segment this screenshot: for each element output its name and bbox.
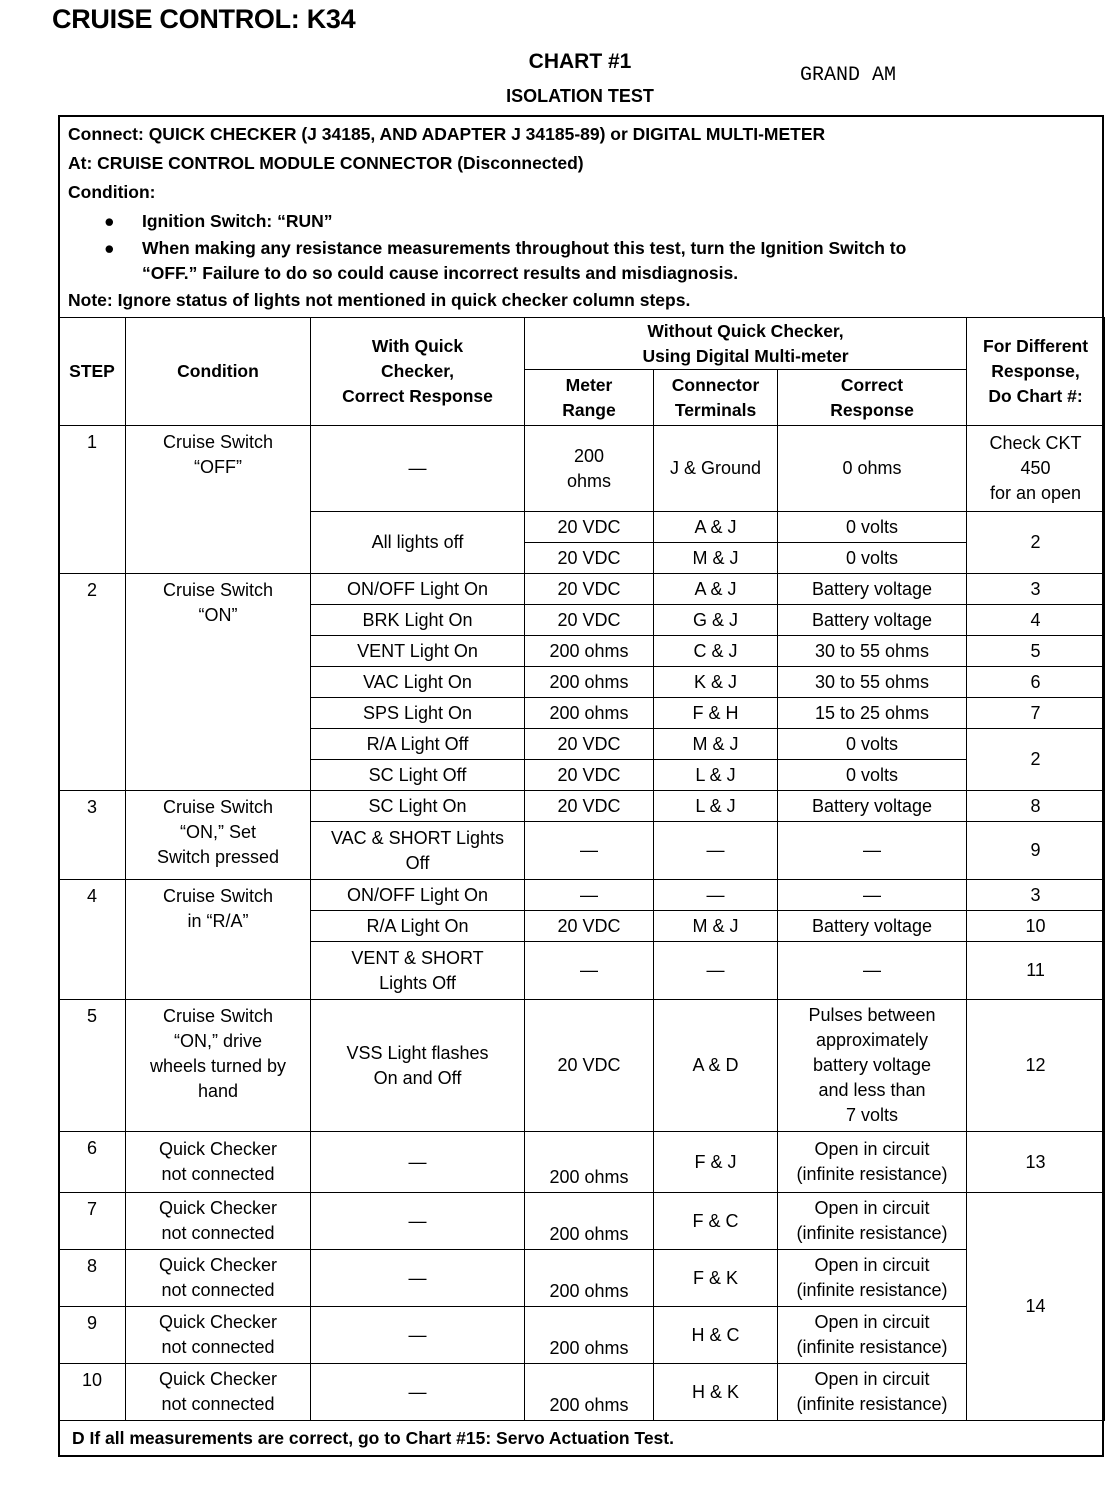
qc-cell: ON/OFF Light On [311,574,525,605]
meter-cell: 20 VDC [525,911,654,942]
step-cell: 4 [59,880,126,1000]
terminals-cell: F & J [654,1132,778,1193]
condition-cell: Quick Checker not connected [126,1307,311,1364]
chart-cell: 11 [967,942,1105,1000]
response-cell: Battery voltage [778,791,967,822]
table-row [59,426,1105,512]
condition-cell: Cruise Switch “ON,” Set Switch pressed [126,791,311,880]
terminals-cell: M & J [654,911,778,942]
step-cell: 2 [59,574,126,791]
response-cell: 30 to 55 ohms [778,667,967,698]
step-cell: 3 [59,791,126,880]
qc-cell: SC Light Off [311,760,525,791]
condition-cell: Quick Checker not connected [126,1193,311,1250]
table-row [59,791,1105,822]
header-condition: Condition [126,318,311,426]
chart-cell: 10 [967,911,1105,942]
response-cell: 30 to 55 ohms [778,636,967,667]
qc-cell: VAC & SHORT Lights Off [311,822,525,880]
table-row [59,1132,1105,1193]
qc-cell: ON/OFF Light On [311,880,525,911]
qc-cell: SC Light On [311,791,525,822]
model-annotation: GRAND AM [800,64,897,87]
response-cell: 15 to 25 ohms [778,698,967,729]
meter-cell: 20 VDC [525,574,654,605]
chart-cell: 3 [967,880,1105,911]
qc-cell: R/A Light On [311,911,525,942]
chart-cell: 14 [967,1193,1105,1421]
table-row [59,1307,1105,1364]
response-cell: 0 ohms [778,426,967,512]
header-connector-terminals: Connector Terminals [654,370,778,426]
meter-cell: 200 ohms [525,1250,654,1307]
table-row [59,1250,1105,1307]
response-cell: Open in circuit (infinite resistance) [778,1307,967,1364]
header-quick-checker: With Quick Checker, Correct Response [311,318,525,426]
step-cell: 6 [59,1132,126,1193]
qc-cell: — [311,1132,525,1193]
chart-cell: 2 [967,729,1105,791]
step-cell: 8 [59,1250,126,1307]
bullet-dot-icon: ● [104,211,115,231]
qc-cell: VSS Light flashes On and Off [311,1000,525,1132]
note-line: Note: Ignore status of lights not mentioned in quick checker column steps. [68,290,691,310]
header-correct-response: Correct Response [778,370,967,426]
qc-cell: BRK Light On [311,605,525,636]
bullet-ignition [68,209,1098,234]
response-cell: 0 volts [778,543,967,574]
terminals-cell: — [654,880,778,911]
condition-cell: Quick Checker not connected [126,1364,311,1421]
terminals-cell: F & C [654,1193,778,1250]
meter-cell: 200 ohms [525,667,654,698]
terminals-cell: H & K [654,1364,778,1421]
terminals-cell: J & Ground [654,426,778,512]
response-cell: 0 volts [778,729,967,760]
chart-cell: 6 [967,667,1105,698]
qc-cell: VENT Light On [311,636,525,667]
meter-cell: 200 ohms [525,1364,654,1421]
meter-cell: 20 VDC [525,512,654,543]
step-cell: 10 [59,1364,126,1421]
chart-cell: 8 [967,791,1105,822]
response-cell: — [778,880,967,911]
terminals-cell: L & J [654,760,778,791]
response-cell: Open in circuit (infinite resistance) [778,1364,967,1421]
terminals-cell: M & J [654,543,778,574]
header-different-response: For Different Response, Do Chart #: [967,318,1105,426]
header-without-quick-checker: Without Quick Checker, Using Digital Multi-meter [525,318,967,370]
table-row [59,880,1105,911]
bullet-text: When making any resistance measurements throughout this test, turn the Ignition Switch to [142,238,907,258]
terminals-cell: M & J [654,729,778,760]
meter-cell: 200 ohms [525,1132,654,1193]
condition-cell: Cruise Switch in “R/A” [126,880,311,1000]
chart-cell: Check CKT 450 for an open [967,426,1105,512]
connect-line: Connect: QUICK CHECKER (J 34185, AND ADAPTER J 34185-89) or DIGITAL MULTI-METER [68,124,826,144]
terminals-cell: G & J [654,605,778,636]
chart-subtitle: ISOLATION TEST [506,86,654,106]
terminals-cell: A & J [654,574,778,605]
qc-cell: SPS Light On [311,698,525,729]
meter-cell: 20 VDC [525,605,654,636]
meter-cell: 200 ohms [525,698,654,729]
terminals-cell: A & J [654,512,778,543]
condition-label: Condition: [68,182,156,202]
chart-cell: 2 [967,512,1105,574]
table-row [59,1000,1105,1132]
bullet-text: “OFF.” Failure to do so could cause incorrect results and misdiagnosis. [142,263,739,283]
footer-note: D If all measurements are correct, go to Chart #15: Servo Actuation Test. [72,1428,674,1448]
terminals-cell: K & J [654,667,778,698]
qc-cell: — [311,1364,525,1421]
qc-cell: — [311,1250,525,1307]
qc-cell: — [311,1307,525,1364]
terminals-cell: H & C [654,1307,778,1364]
response-cell: 0 volts [778,512,967,543]
terminals-cell: F & H [654,698,778,729]
isolation-test-table [58,317,1105,1421]
header-step: STEP [59,318,126,426]
step-cell: 9 [59,1307,126,1364]
qc-cell: All lights off [311,512,525,574]
qc-cell: VENT & SHORT Lights Off [311,942,525,1000]
response-cell: Battery voltage [778,605,967,636]
qc-cell: R/A Light Off [311,729,525,760]
condition-cell: Cruise Switch “OFF” [126,426,311,574]
meter-cell: 200 ohms [525,636,654,667]
response-cell: Open in circuit (infinite resistance) [778,1250,967,1307]
chart-cell: 3 [967,574,1105,605]
meter-cell: 200 ohms [525,1307,654,1364]
meter-cell: 200 ohms [525,426,654,512]
bullet-dot-icon: ● [104,238,115,258]
response-cell: Pulses between approximately battery voltage and less than 7 volts [778,1000,967,1132]
step-cell: 5 [59,1000,126,1132]
terminals-cell: C & J [654,636,778,667]
response-cell: — [778,822,967,880]
meter-cell: — [525,822,654,880]
response-cell: Battery voltage [778,911,967,942]
chart-cell: 13 [967,1132,1105,1193]
meter-cell: — [525,880,654,911]
terminals-cell: — [654,942,778,1000]
meter-cell: 20 VDC [525,1000,654,1132]
table-row [59,1193,1105,1250]
chart-cell: 7 [967,698,1105,729]
step-cell: 7 [59,1193,126,1250]
intro-block [68,120,1098,315]
response-cell: Battery voltage [778,574,967,605]
page-title: CRUISE CONTROL: K34 [52,4,356,34]
terminals-cell: — [654,822,778,880]
condition-cell: Quick Checker not connected [126,1250,311,1307]
response-cell: Open in circuit (infinite resistance) [778,1193,967,1250]
chart-cell: 5 [967,636,1105,667]
condition-cell: Cruise Switch “ON,” drive wheels turned by hand [126,1000,311,1132]
meter-cell: 200 ohms [525,1193,654,1250]
qc-cell: — [311,1193,525,1250]
meter-cell: 20 VDC [525,729,654,760]
response-cell: 0 volts [778,760,967,791]
qc-cell: — [311,426,525,512]
meter-cell: 20 VDC [525,543,654,574]
chart-label: CHART #1 [528,50,632,73]
terminals-cell: F & K [654,1250,778,1307]
terminals-cell: A & D [654,1000,778,1132]
meter-cell: — [525,942,654,1000]
bullet-resistance [68,236,1098,286]
response-cell: — [778,942,967,1000]
table-row [59,574,1105,605]
step-cell: 1 [59,426,126,574]
bullet-text: Ignition Switch: “RUN” [142,211,333,231]
qc-cell: VAC Light On [311,667,525,698]
meter-cell: 20 VDC [525,791,654,822]
condition-cell: Quick Checker not connected [126,1132,311,1193]
table-row [59,1364,1105,1421]
header-meter-range: Meter Range [525,370,654,426]
response-cell: Open in circuit (infinite resistance) [778,1132,967,1193]
chart-cell: 12 [967,1000,1105,1132]
condition-cell: Cruise Switch “ON” [126,574,311,791]
chart-cell: 9 [967,822,1105,880]
meter-cell: 20 VDC [525,760,654,791]
chart-cell: 4 [967,605,1105,636]
at-line: At: CRUISE CONTROL MODULE CONNECTOR (Disconnected) [68,153,584,173]
terminals-cell: L & J [654,791,778,822]
